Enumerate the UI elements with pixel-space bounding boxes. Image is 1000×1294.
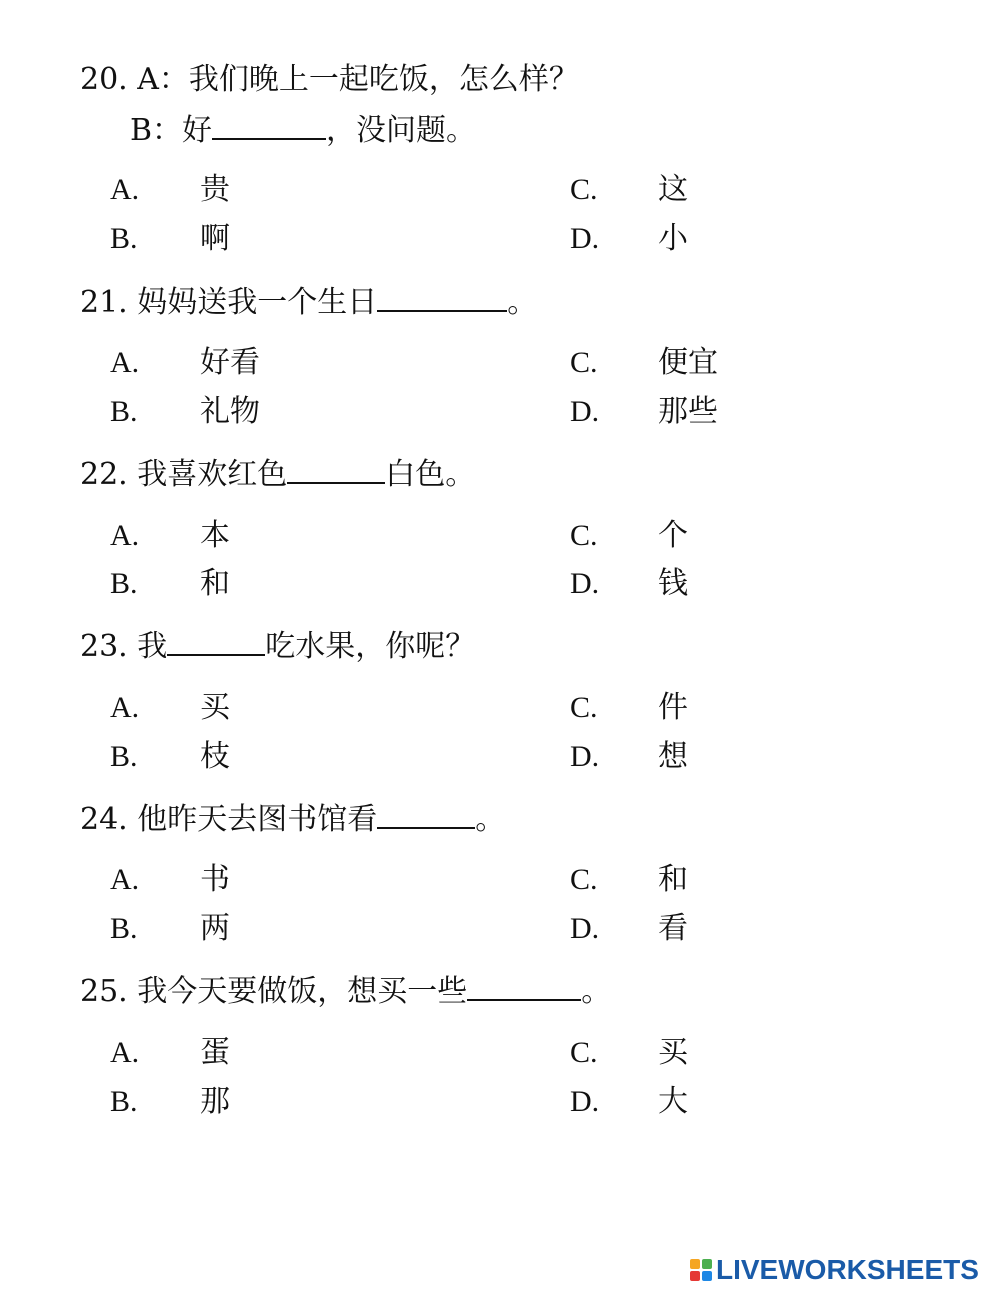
option-letter-c: C. [570,863,598,896]
option-letter-b: B. [110,740,138,773]
logo-square-3 [690,1271,700,1281]
option-c[interactable]: 件 [658,690,688,725]
answer-blank[interactable] [287,454,385,484]
option-b[interactable]: 枝 [200,739,230,774]
option-letter-c: C. [570,346,598,379]
question-text: 。 [475,802,506,837]
option-letter-b: B. [110,912,138,945]
option-letter-b: B. [110,395,138,428]
option-letter-d: D. [570,222,600,255]
question-number: 22. [80,457,128,492]
question-25-stem [80,971,611,1012]
option-letter-c: C. [570,519,598,552]
option-b[interactable]: 啊 [200,221,230,256]
answer-blank[interactable] [167,626,265,656]
option-d[interactable]: 大 [658,1084,688,1119]
option-letter-d: D. [570,740,600,773]
option-letter-d: D. [570,567,600,600]
question-23-stem [80,626,475,667]
option-letter-b: B. [110,222,138,255]
option-b[interactable]: 和 [200,566,230,601]
option-a[interactable]: 好看 [200,345,260,380]
question-21-stem [80,282,537,323]
option-b[interactable]: 那 [200,1084,230,1119]
option-a[interactable]: 蛋 [200,1035,230,1070]
option-d[interactable]: 看 [658,911,688,946]
question-text: 我 [137,629,168,664]
option-letter-b: B. [110,567,138,600]
question-text: B：好 [130,113,213,148]
option-d[interactable]: 钱 [658,566,688,601]
question-text: 。 [507,285,538,320]
option-d[interactable]: 小 [658,221,688,256]
option-letter-d: D. [570,912,600,945]
question-text: ，没问题。 [326,113,477,148]
question-20-stem [80,60,579,100]
question-22-stem [80,454,475,495]
option-a[interactable]: 书 [200,862,230,897]
option-c[interactable]: 买 [658,1035,688,1070]
answer-blank[interactable] [377,799,475,829]
question-number: 24. [80,802,128,837]
option-letter-c: C. [570,173,598,206]
option-letter-a: A. [110,173,140,206]
logo-square-4 [702,1271,712,1281]
option-letter-a: A. [110,519,140,552]
question-text: 妈妈送我一个生日 [137,285,378,320]
option-c[interactable]: 这 [658,172,688,207]
question-number: 20. [80,62,128,97]
question-24-stem [80,799,505,840]
question-text: A：我们晚上一起吃饭，怎么样？ [137,62,579,97]
question-text: 他昨天去图书馆看 [137,802,378,837]
option-letter-a: A. [110,691,140,724]
brand-text: LIVEWORKSHEETS [716,1254,979,1285]
option-letter-a: A. [110,346,140,379]
question-text: 我今天要做饭，想买一些 [137,974,468,1009]
option-letter-c: C. [570,1036,598,1069]
question-text: 白色。 [385,457,476,492]
option-c[interactable]: 和 [658,862,688,897]
option-letter-d: D. [570,1085,600,1118]
question-text: 吃水果，你呢？ [265,629,476,664]
question-number: 21. [80,285,128,320]
answer-blank[interactable] [377,282,507,312]
option-b[interactable]: 两 [200,911,230,946]
liveworksheets-logo-icon [690,1259,712,1281]
option-letter-d: D. [570,395,600,428]
option-a[interactable]: 贵 [200,172,230,207]
option-a[interactable]: 买 [200,690,230,725]
answer-blank[interactable] [212,110,326,140]
option-d[interactable]: 那些 [658,394,718,429]
option-c[interactable]: 便宜 [658,345,718,380]
question-text: 我喜欢红色 [137,457,288,492]
option-d[interactable]: 想 [658,739,688,774]
question-20-stem-line2 [130,110,476,151]
question-number: 23. [80,629,128,664]
question-number: 25. [80,974,128,1009]
option-letter-a: A. [110,863,140,896]
liveworksheets-brand [690,1252,979,1288]
logo-square-1 [690,1259,700,1269]
option-letter-c: C. [570,691,598,724]
option-letter-b: B. [110,1085,138,1118]
question-text: 。 [581,974,612,1009]
option-c[interactable]: 个 [658,518,688,553]
option-letter-a: A. [110,1036,140,1069]
logo-square-2 [702,1259,712,1269]
option-a[interactable]: 本 [200,518,230,553]
answer-blank[interactable] [467,971,581,1001]
option-b[interactable]: 礼物 [200,394,260,429]
